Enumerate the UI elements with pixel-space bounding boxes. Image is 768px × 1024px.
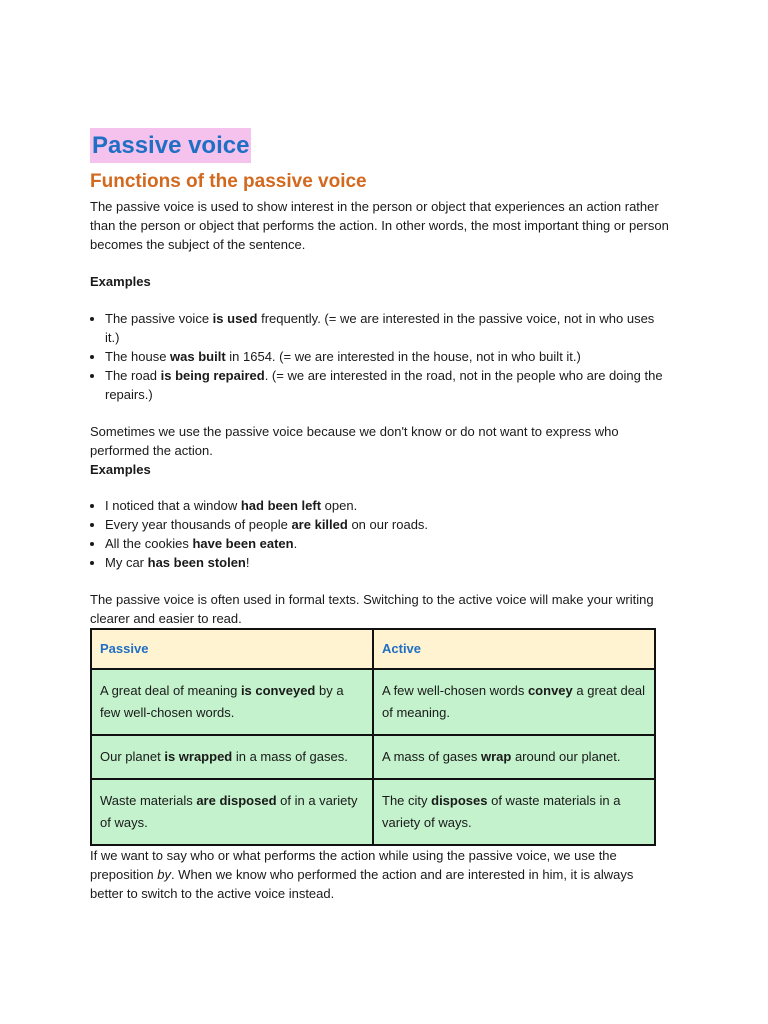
example-list-1 xyxy=(90,309,670,404)
examples-label-1: Examples xyxy=(90,274,151,289)
table-row xyxy=(91,669,655,735)
document-content xyxy=(90,128,670,903)
list-item: • The house was built in 1654. (= we are interested in the house, not in who built it.) xyxy=(105,347,670,366)
intro-paragraph: The passive voice is used to show interest in the person or object that experiences an action rather than the person or object that performs the action. In other words, the most important thing or person becomes the subject of the sentence. xyxy=(90,199,669,252)
list-item: • The road is being repaired. (= we are interested in the road, not in the people who are doing the repairs.) xyxy=(105,366,670,404)
table-cell: Our planet is wrapped in a mass of gases. xyxy=(91,735,373,779)
header-passive: Passive xyxy=(91,629,373,669)
paragraph-3: The passive voice is often used in formal texts. Switching to the active voice will make your writing clearer and easier to read. xyxy=(90,592,654,626)
list-item: • All the cookies have been eaten. xyxy=(105,534,670,553)
paragraph-2: Sometimes we use the passive voice because we don't know or do not want to express who performed the action. xyxy=(90,424,619,458)
table-header-row xyxy=(91,629,655,669)
table-cell: The city disposes of waste materials in a variety of ways. xyxy=(373,779,655,845)
list-item: • The passive voice is used frequently. (= we are interested in the passive voice, not in who uses it.) xyxy=(105,309,670,347)
table-cell: A mass of gases wrap around our planet. xyxy=(373,735,655,779)
list-item: • I noticed that a window had been left open. xyxy=(105,496,670,515)
list-item: • My car has been stolen! xyxy=(105,553,670,572)
examples-label-2: Examples xyxy=(90,462,151,477)
table-cell: Waste materials are disposed of in a variety of ways. xyxy=(91,779,373,845)
section-heading: Functions of the passive voice xyxy=(90,171,367,192)
example-list-2 xyxy=(90,496,670,572)
title-text: Passive voice xyxy=(90,128,251,163)
list-item: • Every year thousands of people are killed on our roads. xyxy=(105,515,670,534)
page-title xyxy=(90,128,670,163)
table-row xyxy=(91,735,655,779)
table-cell: A great deal of meaning is conveyed by a few well-chosen words. xyxy=(91,669,373,735)
table-row xyxy=(91,779,655,845)
table-cell: A few well-chosen words convey a great deal of meaning. xyxy=(373,669,655,735)
header-active: Active xyxy=(373,629,655,669)
paragraph-4: If we want to say who or what performs the action while using the passive voice, we use the preposition by. When we know who performed the action and are interested in him, it is always better to switch to the active voice instead. xyxy=(90,848,634,901)
comparison-table xyxy=(90,628,656,846)
